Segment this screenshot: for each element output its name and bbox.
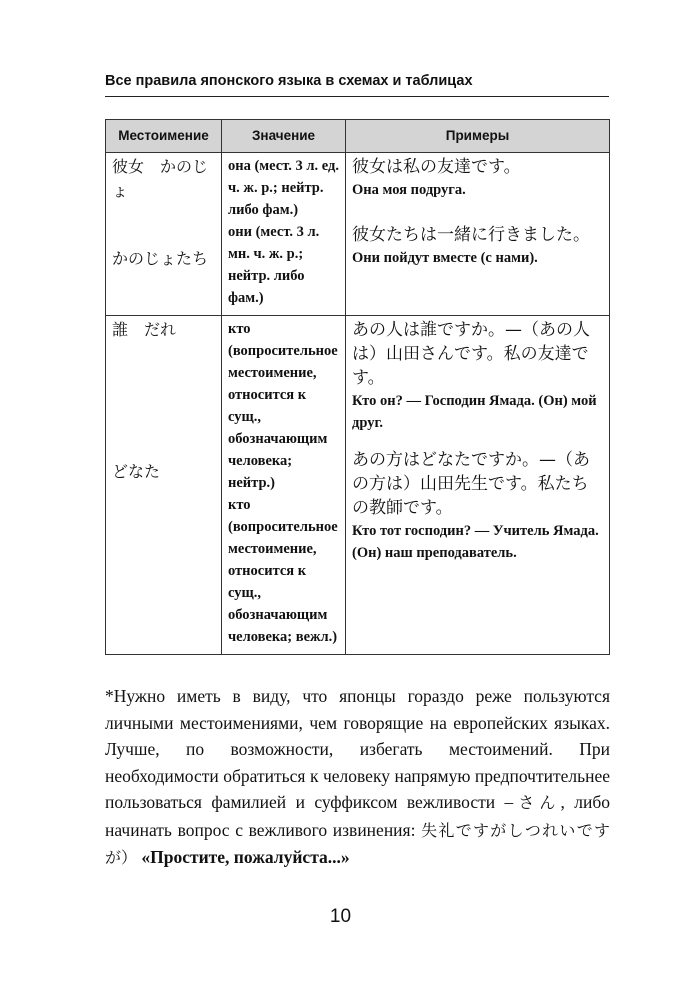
column-header-meaning: Значение xyxy=(222,120,346,153)
examples-cell xyxy=(346,316,610,655)
examples-cell xyxy=(346,153,610,316)
example-jp: あの人は誰ですか。—（あの人は）山田さんです。私の友達です。 xyxy=(352,320,590,388)
column-header-examples: Примеры xyxy=(346,120,610,153)
footnote-text: *Нужно иметь в виду, что японцы гораздо реже пользуются личными местоимениями, чем говорящие на европейских языках. Лучше, по возможности, избегать местоимений. При необходимости обратиться к человеку напрямую предпочтительнее пользоваться фамилией и суффиксом вежливости – xyxy=(105,686,610,812)
example-ru: Они пойдут вместе (с нами). xyxy=(352,250,538,266)
example-jp: あの方はどなたですか。—（あの方は）山田先生です。私たちの教師です。 xyxy=(352,450,590,518)
pronoun-table xyxy=(105,119,610,655)
footnote-quote: «Простите, пожалуйста...» xyxy=(141,847,350,867)
meaning-cell xyxy=(222,153,346,316)
header-divider xyxy=(105,96,609,97)
meaning-dare: кто (вопросительное местоимение, относится к сущ., обозначающим человека; нейтр.) xyxy=(228,321,338,491)
pronoun-cell xyxy=(106,316,222,655)
footnote-jp-phrase: 失礼ですがしつれいですが） xyxy=(105,820,610,867)
example-ru: Кто тот господин? — Учитель Ямада. (Он) наш преподаватель. xyxy=(352,523,599,561)
page-number: 10 xyxy=(329,906,352,927)
example-jp: 彼女は私の友達です。 xyxy=(352,157,521,177)
meaning-donata: кто (вопросительное местоимение, относится к сущ., обозначающим человека; вежл.) xyxy=(228,497,338,645)
column-header-pronoun: Местоимение xyxy=(106,120,222,153)
running-header: Все правила японского языка в схемах и таблицах xyxy=(105,73,473,89)
footnote xyxy=(105,683,610,872)
pronoun-cell xyxy=(106,153,222,316)
footnote-text-2: , либо начинать вопрос с вежливого извинения: xyxy=(105,792,610,840)
pronoun-dare: 誰 だれ xyxy=(112,320,177,339)
example-ru: Она моя подруга. xyxy=(352,182,466,198)
pronoun-donata: どなた xyxy=(112,462,161,481)
example-jp: 彼女たちは一緒に行きました。 xyxy=(352,225,590,245)
pronoun-kanojotachi: かのじょたち xyxy=(112,249,209,268)
meaning-kanojotachi: они (мест. 3 л. мн. ч. ж. р.; нейтр. либо фам.) xyxy=(228,224,320,306)
example-ru: Кто он? — Господин Ямада. (Он) мой друг. xyxy=(352,393,597,431)
table-header-row xyxy=(106,120,610,153)
table-row xyxy=(106,153,610,316)
meaning-cell xyxy=(222,316,346,655)
table-row xyxy=(106,316,610,655)
footnote-suffix: さん xyxy=(513,793,561,812)
pronoun-kanojo: 彼女 かのじょ xyxy=(112,157,209,200)
meaning-kanojo: она (мест. 3 л. ед. ч. ж. р.; нейтр. либо фам.) xyxy=(228,158,339,218)
